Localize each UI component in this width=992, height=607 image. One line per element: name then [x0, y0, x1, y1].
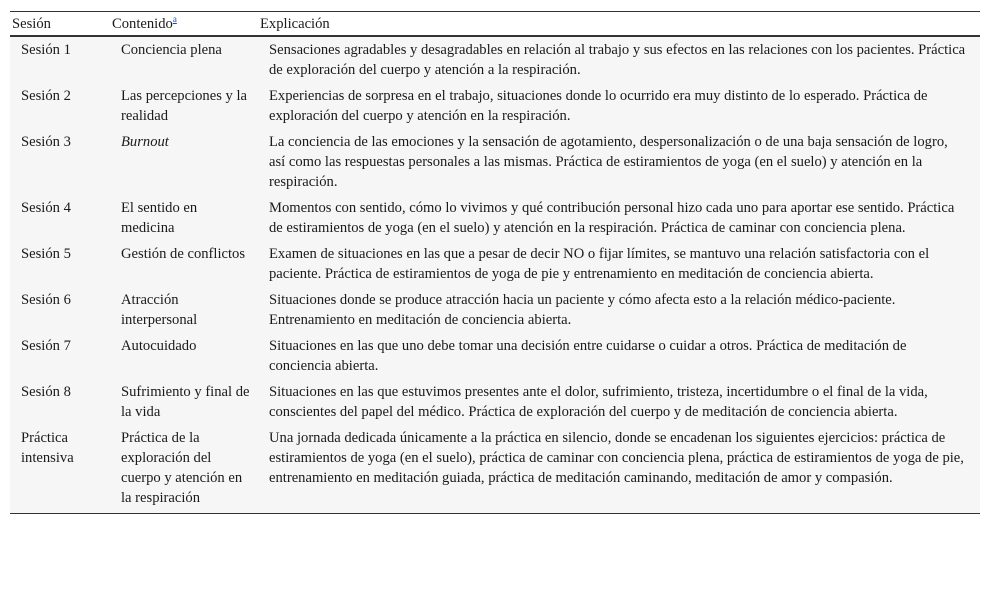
table-row	[10, 36, 980, 83]
footnote-link[interactable]: a	[172, 14, 177, 25]
session-cell: Sesión 3	[10, 129, 110, 195]
content-cell: Gestión de conflictos	[110, 241, 258, 287]
table-row	[10, 333, 980, 379]
header-content-label: Contenido	[112, 16, 173, 32]
session-cell: Sesión 7	[10, 333, 110, 379]
header-content	[110, 12, 258, 37]
explanation-cell: Situaciones donde se produce atracción hacia un paciente y cómo afecta esto a la relación médico-paciente. Entrenamiento en meditación de conciencia abierta.	[258, 287, 980, 333]
table-row	[10, 83, 980, 129]
table-row	[10, 241, 980, 287]
table-row	[10, 425, 980, 514]
header-explanation: Explicación	[258, 12, 980, 37]
explanation-cell: Situaciones en las que estuvimos presentes ante el dolor, sufrimiento, tristeza, incertidumbre o el final de la vida, conscientes del papel del médico. Práctica de exploración del cuerpo y de meditación de conciencia abierta.	[258, 379, 980, 425]
header-row	[10, 12, 980, 37]
explanation-cell: Situaciones en las que uno debe tomar una decisión entre cuidarse o cuidar a otros. Práctica de meditación de conciencia abierta.	[258, 333, 980, 379]
explanation-cell: Sensaciones agradables y desagradables en relación al trabajo y sus efectos en las relaciones con los pacientes. Práctica de exploración del cuerpo y atención a la respiración.	[258, 36, 980, 83]
sessions-table-container	[10, 11, 980, 514]
explanation-cell: Examen de situaciones en las que a pesar de decir NO o fijar límites, se mantuvo una relación satisfactoria con el paciente. Práctica de estiramientos de yoga de pie y entrenamiento en meditación de conciencia abierta.	[258, 241, 980, 287]
session-cell: Sesión 4	[10, 195, 110, 241]
content-cell: El sentido en medicina	[110, 195, 258, 241]
content-cell: Conciencia plena	[110, 36, 258, 83]
table-row	[10, 287, 980, 333]
explanation-cell: Experiencias de sorpresa en el trabajo, situaciones donde lo ocurrido era muy distinto de lo esperado. Práctica de exploración del cuerpo y atención en la respiración.	[258, 83, 980, 129]
header-session: Sesión	[10, 12, 110, 37]
content-cell: Práctica de la exploración del cuerpo y atención en la respiración	[110, 425, 258, 514]
content-cell: Atracción interpersonal	[110, 287, 258, 333]
table-header	[10, 12, 980, 37]
table-row	[10, 379, 980, 425]
footnote-marker	[173, 14, 177, 24]
session-cell: Sesión 1	[10, 36, 110, 83]
sessions-table	[10, 11, 980, 514]
session-cell: Sesión 2	[10, 83, 110, 129]
session-cell: Práctica intensiva	[10, 425, 110, 514]
content-cell: Sufrimiento y final de la vida	[110, 379, 258, 425]
session-cell: Sesión 6	[10, 287, 110, 333]
table-body	[10, 36, 980, 514]
session-cell: Sesión 8	[10, 379, 110, 425]
session-cell: Sesión 5	[10, 241, 110, 287]
explanation-cell: La conciencia de las emociones y la sensación de agotamiento, despersonalización o de una baja sensación de logro, así como las respuestas personales a las mismas. Práctica de estiramientos de yoga (en el suelo) y atención en la respiración.	[258, 129, 980, 195]
content-cell: Autocuidado	[110, 333, 258, 379]
content-cell: Burnout	[110, 129, 258, 195]
content-cell: Las percepciones y la realidad	[110, 83, 258, 129]
explanation-cell: Momentos con sentido, cómo lo vivimos y qué contribución personal hizo cada uno para aportar ese sentido. Práctica de estiramientos de yoga (en el suelo) y atención en la respiración. Práctica de caminar con conciencia plena.	[258, 195, 980, 241]
explanation-cell: Una jornada dedicada únicamente a la práctica en silencio, donde se encadenan los siguientes ejercicios: práctica de estiramientos de yoga (en el suelo), práctica de caminar con conciencia plena, práctica de estiramientos de yoga de pie, entrenamiento en meditación guiada, práctica de meditación caminando, meditación de amor y compasión.	[258, 425, 980, 514]
table-row	[10, 195, 980, 241]
table-row	[10, 129, 980, 195]
